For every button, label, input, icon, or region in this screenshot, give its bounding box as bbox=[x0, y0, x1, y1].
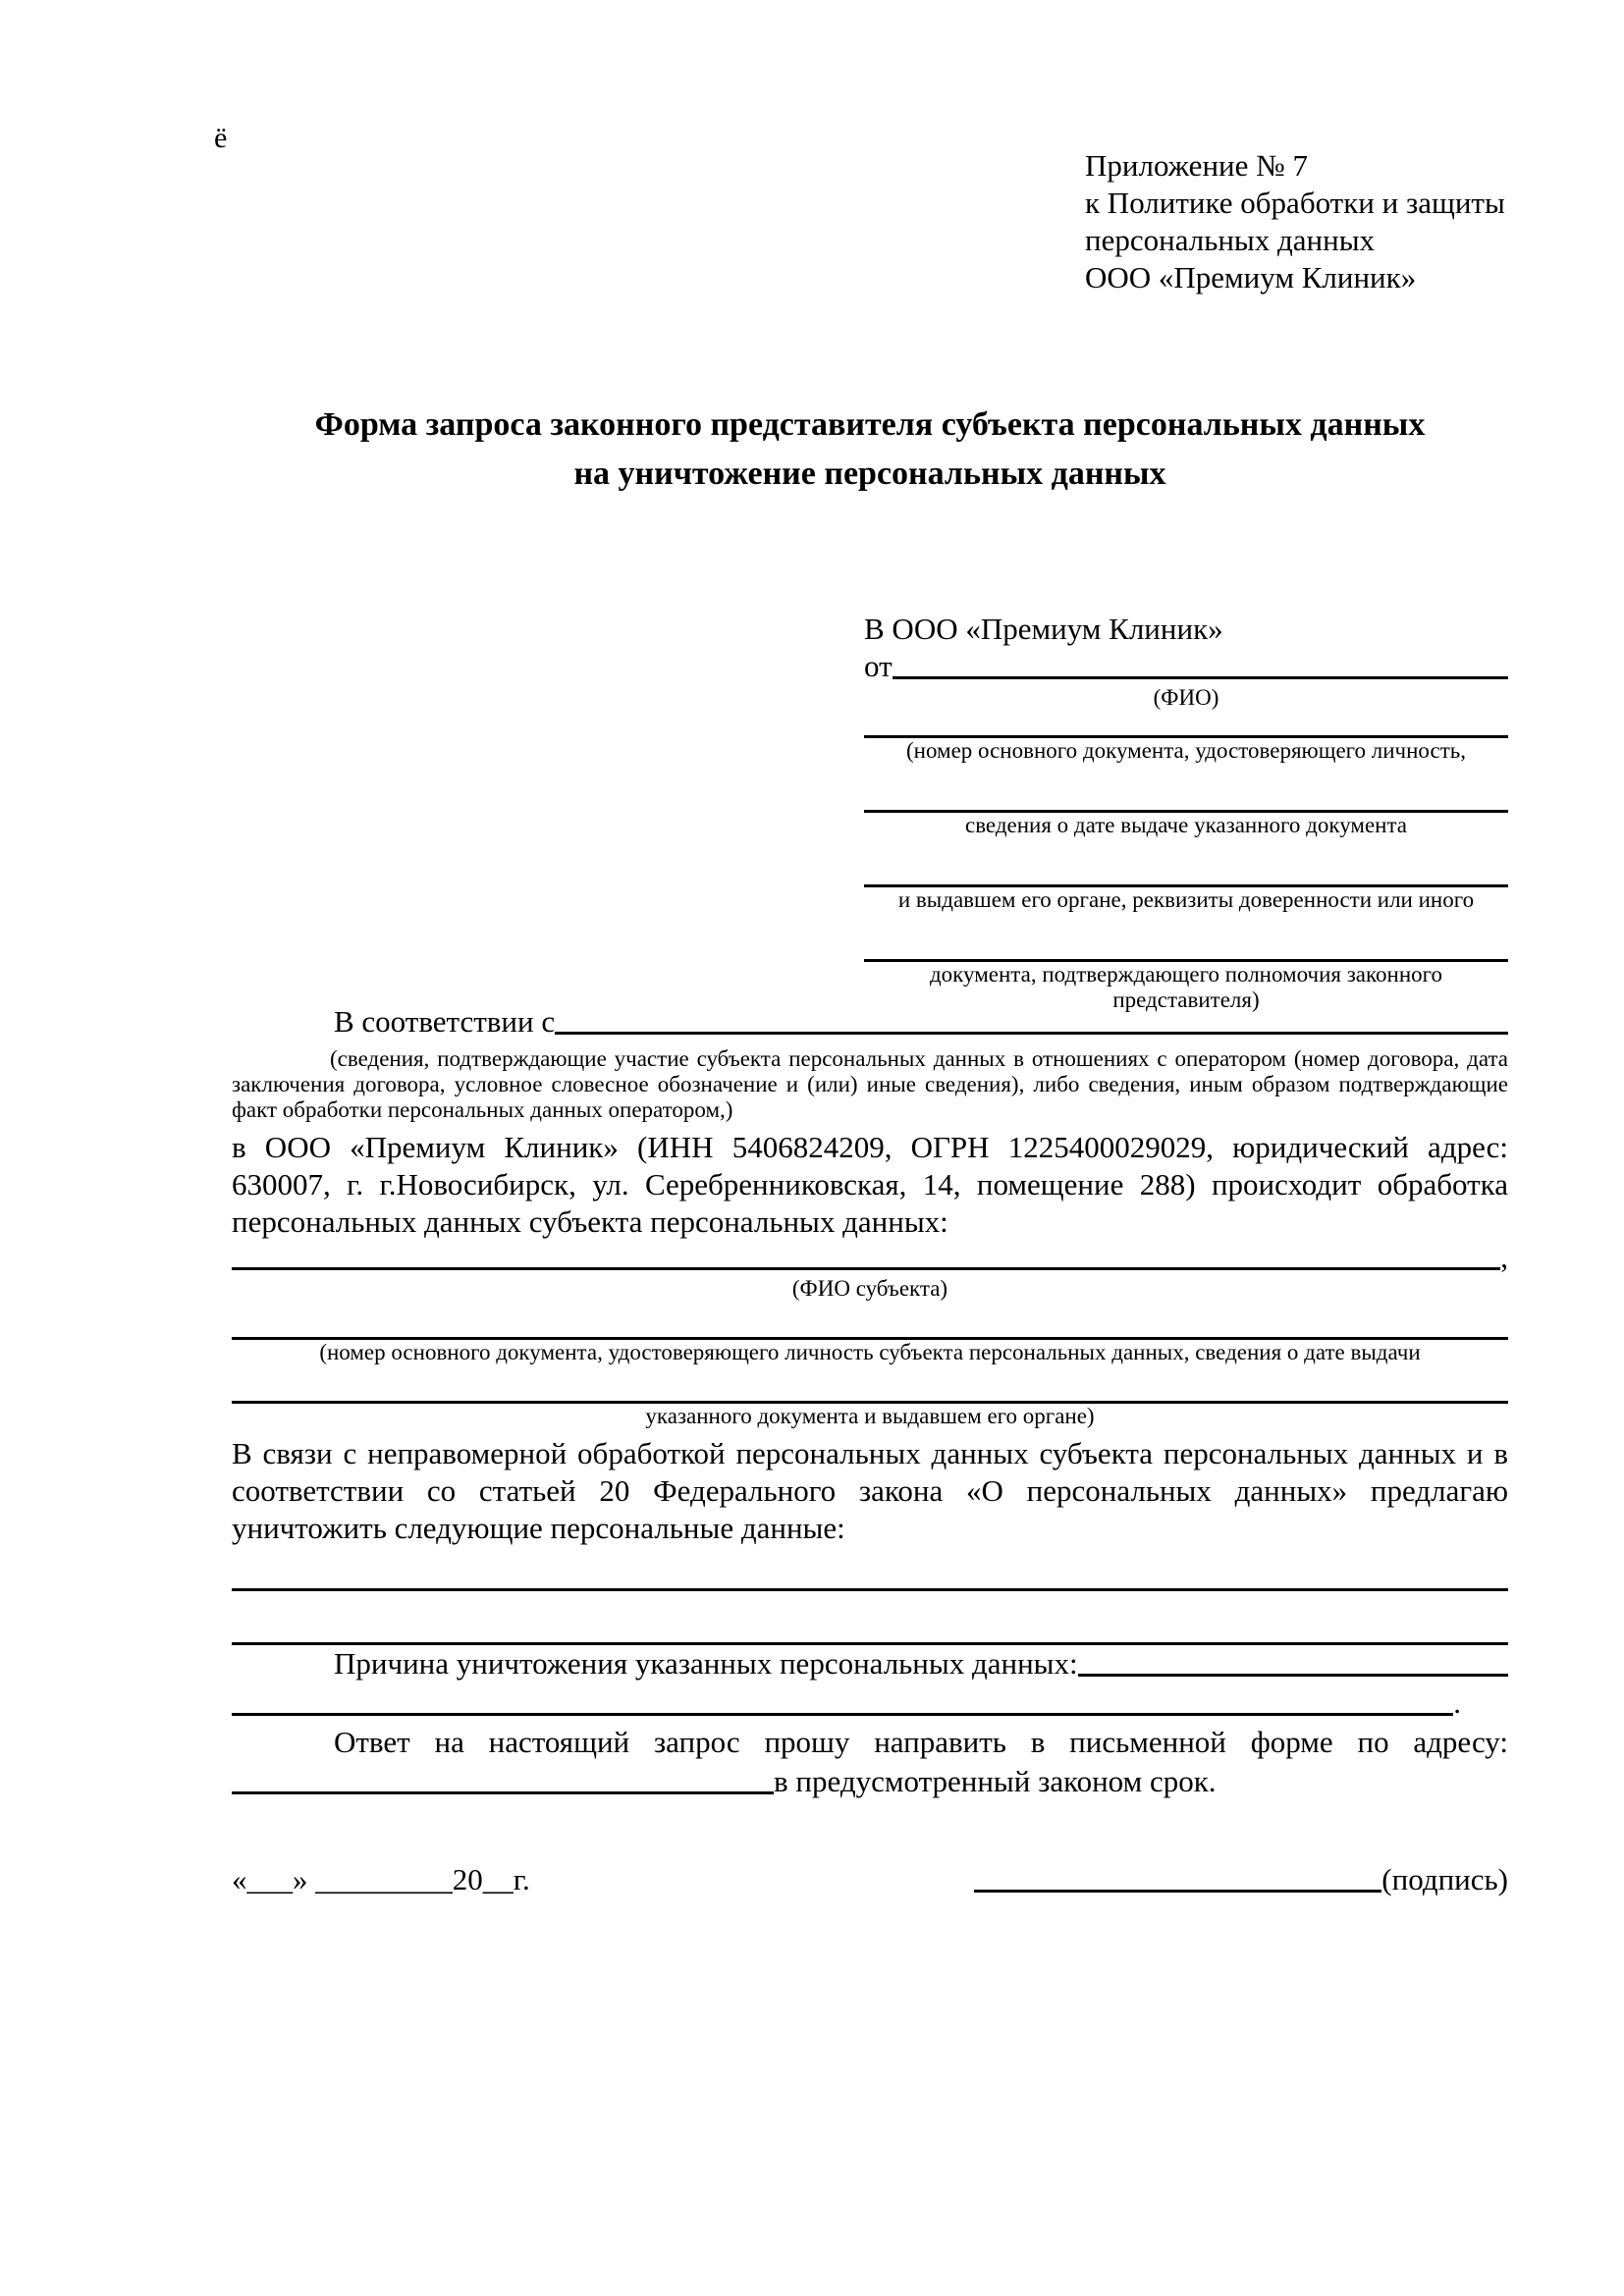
answer-tail-text: в предусмотренный законом срок. bbox=[774, 1764, 1217, 1798]
subject-doc-block-2 bbox=[232, 1369, 1508, 1429]
subject-doc-caption-2: указанного документа и выдавшем его органе) bbox=[645, 1404, 1095, 1428]
accordance-blank-line bbox=[555, 1032, 1508, 1035]
addressee-block bbox=[864, 611, 1508, 1013]
operator-paragraph: в ООО «Премиум Клиник» (ИНН 5406824209, ОГРН 1225400029029, юридический адрес: 630007, г. г.Новосибирск, ул. Серебренниковская, 14, помещение 288) происходит обработка персональных данных субъекта персональных данных: bbox=[232, 1130, 1508, 1239]
representative-doc-caption-1: (номер основного документа, удостоверяющего личность, bbox=[905, 738, 1466, 763]
signature-blank-line bbox=[974, 1890, 1381, 1893]
trailing-comma: , bbox=[1500, 1240, 1508, 1274]
subject-fio-caption: (ФИО субъекта) bbox=[791, 1276, 948, 1301]
answer-request-line: Ответ на настоящий запрос прошу направить в письменной форме по адресу: bbox=[334, 1725, 1508, 1759]
trailing-period: . bbox=[1453, 1685, 1461, 1720]
reason-blank-line-2 bbox=[232, 1713, 1453, 1716]
subject-doc-blank-line-2 bbox=[232, 1369, 1508, 1404]
unlawful-processing-paragraph: В связи с неправомерной обработкой персональных данных субъекта персональных данных и в соответствии со статьей 20 Федерального закона «О персональных данных» предлагаю уничтожить следующие персональные данные: bbox=[232, 1436, 1508, 1545]
data-to-destroy-blank-line-1 bbox=[232, 1561, 1508, 1591]
reason-blank-line-1 bbox=[1078, 1674, 1508, 1677]
document-title bbox=[232, 400, 1508, 499]
accordance-caption: (сведения, подтверждающие участие субъекта персональных данных в отношениях с оператором (номер договора, дата заключения договора, условное словесное обозначение и (или) иные сведения), либо сведения, иным образом подтверждающие факт обработки персональных данных оператором,) bbox=[232, 1046, 1508, 1122]
appendix-header-line-3: персональных данных bbox=[1085, 223, 1376, 257]
from-label: от bbox=[864, 649, 893, 683]
answer-address-row bbox=[232, 1763, 1508, 1800]
representative-doc-caption-3: и выдавшем его органе, реквизиты доверенности или иного bbox=[897, 887, 1475, 912]
subject-doc-caption-1: (номер основного документа, удостоверяющего личность субъекта персональных данных, сведения о дате выдачи bbox=[319, 1340, 1421, 1364]
appendix-header-line-2: к Политике обработки и защиты bbox=[1085, 186, 1505, 220]
representative-doc-blank-line-4 bbox=[864, 934, 1508, 962]
representative-doc-blank-line-3 bbox=[864, 860, 1508, 887]
representative-fio-blank-line bbox=[893, 676, 1508, 679]
reason-row bbox=[232, 1645, 1508, 1682]
signature-caption: (подпись) bbox=[1381, 1862, 1508, 1896]
appendix-header-line-1: Приложение № 7 bbox=[1085, 148, 1308, 183]
date-template: «___» _________20__г. bbox=[232, 1862, 530, 1896]
address-blank-line bbox=[232, 1791, 774, 1794]
subject-fio-blank-line bbox=[232, 1267, 1500, 1270]
subject-doc-blank-line-1 bbox=[232, 1306, 1508, 1340]
reason-lead: Причина уничтожения указанных персональных данных: bbox=[334, 1646, 1078, 1681]
signature-group bbox=[974, 1861, 1508, 1898]
representative-doc-caption-2: сведения о дате выдаче указанного документа bbox=[964, 813, 1408, 837]
reason-continuation-row bbox=[232, 1684, 1461, 1722]
subject-doc-block-1 bbox=[232, 1306, 1508, 1365]
subject-fio-row bbox=[232, 1239, 1508, 1276]
accordance-lead: В соответствии с bbox=[334, 1004, 556, 1039]
document-title-line-2: на уничтожение персональных данных bbox=[573, 455, 1166, 492]
representative-doc-blank-line-2 bbox=[864, 785, 1508, 813]
document-title-line-1: Форма запроса законного представителя субъекта персональных данных bbox=[314, 406, 1426, 443]
signature-footer bbox=[232, 1861, 1508, 1898]
from-row bbox=[864, 648, 1508, 685]
appendix-header-line-4: ООО «Премиум Клиник» bbox=[1085, 260, 1417, 294]
representative-doc-blank-line-1 bbox=[864, 711, 1508, 738]
accordance-row bbox=[232, 1003, 1508, 1041]
appendix-header bbox=[1085, 147, 1517, 296]
fio-caption: (ФИО) bbox=[1153, 685, 1219, 710]
data-to-destroy-blank-line-2 bbox=[232, 1615, 1508, 1645]
representative-doc-caption-4: документа, подтверждающего полномочия законного представителя) bbox=[929, 962, 1442, 1012]
addressee-to: В ООО «Премиум Клиник» bbox=[864, 612, 1223, 646]
stray-character: ё bbox=[214, 122, 228, 154]
